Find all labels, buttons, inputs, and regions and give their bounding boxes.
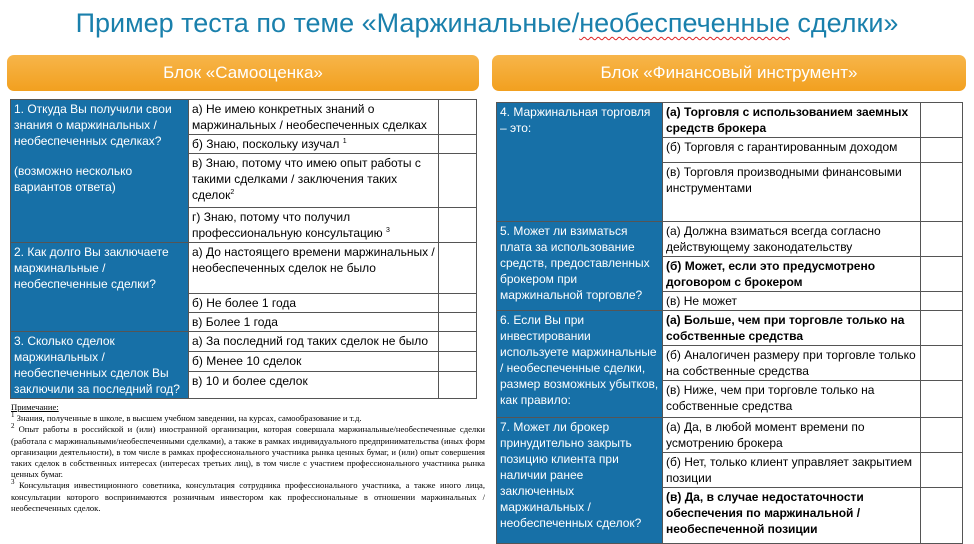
question-3: 3. Сколько сделок маржинальных / необеспеченных сделок Вы заключили за последний год? <box>11 332 189 399</box>
answer-1c: в) Знаю, потому что имею опыт работы с такими сделками / заключения таких сделок$^2$ <box>189 154 439 208</box>
table-row <box>497 311 963 346</box>
answer-checkbox[interactable] <box>921 488 963 544</box>
table-row <box>11 100 477 135</box>
answer-checkbox[interactable] <box>921 103 963 138</box>
answer-7b: (б) Нет, только клиент управляет закрытием позиции <box>663 453 921 488</box>
answer-6a: (а) Больше, чем при торговле только на собственные средства <box>663 311 921 346</box>
answer-1a: а) Не имею конкретных знаний о маржинальных / необеспеченных сделках <box>189 100 439 135</box>
financial-instrument-table <box>496 102 963 544</box>
answer-checkbox[interactable] <box>439 154 477 208</box>
answer-2b: б) Не более 1 года <box>189 294 439 313</box>
answer-checkbox[interactable] <box>921 222 963 257</box>
answer-5a: (а) Должна взиматься всегда согласно действующему законодательству <box>663 222 921 257</box>
question-1: 1. Откуда Вы получили свои знания о маржинальных / необеспеченных сделках? (возможно несколько вариантов ответа) <box>11 100 189 243</box>
answer-checkbox[interactable] <box>439 294 477 313</box>
answer-7c: (в) Да, в случае недостаточности обеспечения по маржинальной / необеспеченной позиции <box>663 488 921 544</box>
question-4: 4. Маржинальная торговля – это: <box>497 103 663 222</box>
answer-checkbox[interactable] <box>921 257 963 292</box>
answer-checkbox[interactable] <box>439 332 477 352</box>
answer-6b: (б) Аналогичен размеру при торговле только на собственные средства <box>663 346 921 381</box>
answer-checkbox[interactable] <box>921 311 963 346</box>
answer-checkbox[interactable] <box>439 243 477 294</box>
answer-checkbox[interactable] <box>439 352 477 372</box>
answer-checkbox[interactable] <box>439 208 477 243</box>
footnote-1: $^1$ Знания, полученные в школе, в высшем учебном заведении, на курсах, самообразование и т.д. <box>11 411 362 424</box>
answer-7a: (а) Да, в любой момент времени по усмотрению брокера <box>663 418 921 453</box>
self-assessment-table <box>10 99 477 399</box>
answer-2a: а) До настоящего времени маржинальных / необеспеченных сделок не было <box>189 243 439 294</box>
self-assessment-block-header: Блок «Самооценка» <box>7 55 479 91</box>
table-row <box>11 243 477 294</box>
answer-5c: (в) Не может <box>663 292 921 311</box>
financial-instrument-block-header: Блок «Финансовый инструмент» <box>492 55 966 91</box>
answer-checkbox[interactable] <box>921 138 963 163</box>
page-title <box>0 8 974 39</box>
footnotes-heading: Примечание: <box>11 402 59 412</box>
answer-checkbox[interactable] <box>921 292 963 311</box>
answer-3a: а) За последний год таких сделок не было <box>189 332 439 352</box>
answer-4b: (б) Торговля с гарантированным доходом <box>663 138 921 163</box>
table-row <box>497 222 963 257</box>
answer-6c: (в) Ниже, чем при торговле только на собственные средства <box>663 381 921 418</box>
question-5: 5. Может ли взиматься плата за использование средств, предоставленных брокером при маржинальной торговле? <box>497 222 663 311</box>
answer-3c: в) 10 и более сделок <box>189 372 439 399</box>
answer-2c: в) Более 1 года <box>189 313 439 332</box>
title-suffix: сделки» <box>789 8 899 38</box>
table-row <box>497 418 963 453</box>
answer-checkbox[interactable] <box>439 135 477 154</box>
answer-checkbox[interactable] <box>921 418 963 453</box>
question-6: 6. Если Вы при инвестировании используете маржинальные / необеспеченные сделки, размер возможных убытков, как правило: <box>497 311 663 418</box>
footnotes <box>11 402 485 514</box>
question-2: 2. Как долго Вы заключаете маржинальные / необеспеченные сделки? <box>11 243 189 332</box>
answer-3b: б) Менее 10 сделок <box>189 352 439 372</box>
table-row <box>11 332 477 352</box>
answer-checkbox[interactable] <box>439 313 477 332</box>
title-prefix: Пример теста по теме «Маржинальные/ <box>75 8 580 38</box>
answer-4a: (а) Торговля с использованием заемных средств брокера <box>663 103 921 138</box>
answer-checkbox[interactable] <box>921 163 963 222</box>
table-row <box>497 103 963 138</box>
answer-checkbox[interactable] <box>921 453 963 488</box>
footnote-2: $^2$ Опыт работы в российской и (или) иностранной организации, которая совершала маржинальные/необеспеченные сделки (работала с маржинальными/необеспеченными сделками), а также в рамках индивидуального предпринимательства (иных форм организации деятельности), в том числе в рамках профессионального участника рынка ценных бумаг, и (или) опыт совершения таких сделок в собственных интересах (интересах третьих лиц), в том числе с участием профессионального участника рынка ценных бумаг. <box>11 422 485 480</box>
answer-checkbox[interactable] <box>439 100 477 135</box>
footnote-3: $^3$ Консультация инвестиционного советника, консультация сотрудника профессионального участника, а также иного лица, консультации которого воспринимаются розничным инвестором как профессиональные в отношении маржинальных / необеспеченных сделок. <box>11 478 485 513</box>
question-7: 7. Может ли брокер принудительно закрыть позицию клиента при наличии ранее заключенных маржинальных / необеспеченных сделок? <box>497 418 663 544</box>
title-spellcheck-word: необеспеченные <box>579 8 790 38</box>
answer-checkbox[interactable] <box>921 346 963 381</box>
answer-checkbox[interactable] <box>439 372 477 399</box>
answer-5b: (б) Может, если это предусмотрено договором с брокером <box>663 257 921 292</box>
answer-1b: б) Знаю, поскольку изучал $^1$ <box>189 135 439 154</box>
answer-4c: (в) Торговля производными финансовыми инструментами <box>663 163 921 222</box>
answer-1d: г) Знаю, потому что получил профессиональную консультацию $^3$ <box>189 208 439 243</box>
answer-checkbox[interactable] <box>921 381 963 418</box>
